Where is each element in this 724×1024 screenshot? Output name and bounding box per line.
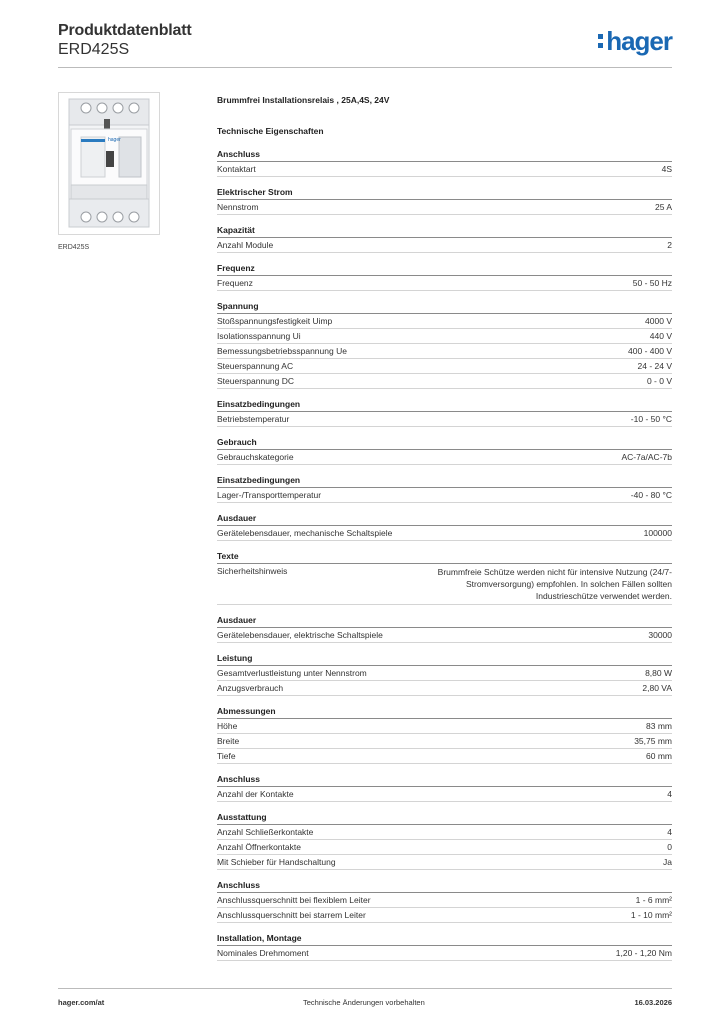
spec-row — [217, 238, 672, 253]
spec-value: 2,80 VA — [642, 683, 672, 693]
document-title: Produktdatenblatt — [58, 22, 192, 39]
spec-value: 0 — [667, 842, 672, 852]
spec-label: Betriebstemperatur — [217, 414, 290, 424]
footer-website[interactable]: hager.com/at — [58, 998, 105, 1007]
spec-value: 24 - 24 V — [637, 361, 672, 371]
spec-group-title: Einsatzbedingungen — [217, 399, 672, 412]
spec-label: Gesamtverlustleistung unter Nennstrom — [217, 668, 367, 678]
spec-row — [217, 825, 672, 840]
spec-row — [217, 908, 672, 923]
product-description: Brummfrei Installationsrelais , 25A,4S, 24V — [217, 95, 390, 105]
footer-divider — [58, 988, 672, 989]
spec-group-title: Anschluss — [217, 774, 672, 787]
spec-group — [217, 399, 672, 427]
spec-group-title: Einsatzbedingungen — [217, 475, 672, 488]
spec-label: Frequenz — [217, 278, 253, 288]
spec-label: Isolationsspannung Ui — [217, 331, 301, 341]
spec-value: 0 - 0 V — [646, 376, 672, 386]
spec-label: Gebrauchskategorie — [217, 452, 294, 462]
spec-group — [217, 475, 672, 503]
spec-label: Anschlussquerschnitt bei flexiblem Leiter — [217, 895, 371, 905]
image-caption: ERD425S — [58, 244, 90, 251]
spec-row — [217, 787, 672, 802]
spec-value: 60 mm — [646, 751, 672, 761]
spec-value: 83 mm — [646, 721, 672, 731]
spec-label: Steuerspannung DC — [217, 376, 295, 386]
spec-group — [217, 880, 672, 923]
spec-group — [217, 513, 672, 541]
footer-notice: Technische Änderungen vorbehalten — [303, 998, 425, 1007]
spec-group-title: Anschluss — [217, 149, 672, 162]
spec-row — [217, 734, 672, 749]
page-header — [58, 20, 672, 70]
spec-label: Anzahl Öffnerkontakte — [217, 842, 301, 852]
spec-value: 25 A — [654, 202, 672, 212]
spec-group — [217, 187, 672, 215]
spec-group-title: Ausdauer — [217, 615, 672, 628]
spec-content — [217, 95, 672, 971]
spec-value: 35,75 mm — [634, 736, 672, 746]
spec-group-title: Leistung — [217, 653, 672, 666]
spec-row — [217, 359, 672, 374]
spec-row — [217, 526, 672, 541]
spec-value: 100000 — [643, 528, 672, 538]
spec-group-title: Kapazität — [217, 225, 672, 238]
spec-row — [217, 344, 672, 359]
spec-label: Bemessungsbetriebsspannung Ue — [217, 346, 347, 356]
spec-group-title: Installation, Montage — [217, 933, 672, 946]
spec-value: 1 - 10 mm² — [630, 910, 672, 920]
spec-row — [217, 666, 672, 681]
spec-label: Mit Schieber für Handschaltung — [217, 857, 336, 867]
spec-row — [217, 840, 672, 855]
spec-value: 50 - 50 Hz — [632, 278, 672, 288]
spec-label: Nennstrom — [217, 202, 259, 212]
product-image — [58, 92, 160, 235]
spec-row — [217, 719, 672, 734]
spec-label: Sicherheitshinweis — [217, 566, 288, 576]
spec-row — [217, 314, 672, 329]
spec-label: Anzahl der Kontakte — [217, 789, 294, 799]
spec-value: 4S — [661, 164, 672, 174]
spec-value: 1 - 6 mm² — [635, 895, 672, 905]
spec-group — [217, 653, 672, 696]
spec-group — [217, 706, 672, 764]
spec-group — [217, 933, 672, 961]
spec-value: 440 V — [649, 331, 672, 341]
spec-value: 400 - 400 V — [628, 346, 672, 356]
spec-row — [217, 946, 672, 961]
spec-group-title: Spannung — [217, 301, 672, 314]
spec-row — [217, 855, 672, 870]
spec-label: Anzugsverbrauch — [217, 683, 284, 693]
spec-value: 30000 — [648, 630, 672, 640]
spec-row — [217, 412, 672, 427]
spec-value: 1,20 - 1,20 Nm — [615, 948, 672, 958]
spec-value: Ja — [663, 857, 672, 867]
spec-row — [217, 564, 672, 605]
spec-group-title: Texte — [217, 551, 672, 564]
header-divider — [58, 67, 672, 68]
spec-group — [217, 301, 672, 389]
spec-group-title: Frequenz — [217, 263, 672, 276]
spec-group — [217, 225, 672, 253]
svg-text:hager: hager — [108, 137, 121, 143]
spec-label: Anzahl Schließerkontakte — [217, 827, 314, 837]
spec-row — [217, 681, 672, 696]
spec-group-title: Abmessungen — [217, 706, 672, 719]
spec-label: Anzahl Module — [217, 240, 274, 250]
spec-label: Nominales Drehmoment — [217, 948, 309, 958]
spec-group — [217, 551, 672, 605]
spec-label: Anschlussquerschnitt bei starrem Leiter — [217, 910, 366, 920]
spec-label: Steuerspannung AC — [217, 361, 294, 371]
spec-group-title: Ausdauer — [217, 513, 672, 526]
spec-row — [217, 628, 672, 643]
spec-label: Gerätelebensdauer, elektrische Schaltspiele — [217, 630, 383, 640]
spec-row — [217, 450, 672, 465]
spec-label: Kontaktart — [217, 164, 256, 174]
spec-group — [217, 774, 672, 802]
spec-label: Höhe — [217, 721, 238, 731]
hager-logo — [598, 26, 672, 57]
spec-row — [217, 749, 672, 764]
spec-group-title: Elektrischer Strom — [217, 187, 672, 200]
spec-value: 4000 V — [645, 316, 672, 326]
spec-label: Stoßspannungsfestigkeit Uimp — [217, 316, 333, 326]
spec-value: 8,80 W — [645, 668, 672, 678]
spec-group — [217, 615, 672, 643]
spec-value: AC-7a/AC-7b — [621, 452, 672, 462]
relay-device-icon — [59, 93, 159, 234]
footer-date: 16.03.2026 — [634, 998, 672, 1007]
logo-dots-icon — [598, 32, 604, 50]
spec-group — [217, 812, 672, 870]
spec-row — [217, 893, 672, 908]
spec-row — [217, 276, 672, 291]
spec-value: 4 — [667, 827, 672, 837]
spec-group — [217, 263, 672, 291]
spec-row — [217, 488, 672, 503]
spec-value: 2 — [667, 240, 672, 250]
spec-groups — [217, 149, 672, 961]
spec-label: Tiefe — [217, 751, 236, 761]
spec-row — [217, 200, 672, 215]
spec-row — [217, 162, 672, 177]
spec-value: -10 - 50 °C — [630, 414, 672, 424]
section-title: Technische Eigenschaften — [217, 126, 324, 136]
spec-label: Gerätelebensdauer, mechanische Schaltspiele — [217, 528, 393, 538]
spec-label: Lager-/Transporttemperatur — [217, 490, 322, 500]
spec-group-title: Ausstattung — [217, 812, 672, 825]
spec-group-title: Anschluss — [217, 880, 672, 893]
logo-text: hager — [606, 26, 672, 56]
product-code: ERD425S — [58, 41, 130, 58]
spec-row — [217, 329, 672, 344]
spec-value: Brummfreie Schütze werden nicht für intensive Nutzung (24/7-Stromversorgung) empfohlen. In solchen Fällen sollten Industrieschütze verwendet werden. — [437, 567, 672, 601]
spec-group — [217, 149, 672, 177]
spec-value: 4 — [667, 789, 672, 799]
spec-group-title: Gebrauch — [217, 437, 672, 450]
spec-group — [217, 437, 672, 465]
spec-label: Breite — [217, 736, 240, 746]
spec-row — [217, 374, 672, 389]
spec-value: -40 - 80 °C — [630, 490, 672, 500]
